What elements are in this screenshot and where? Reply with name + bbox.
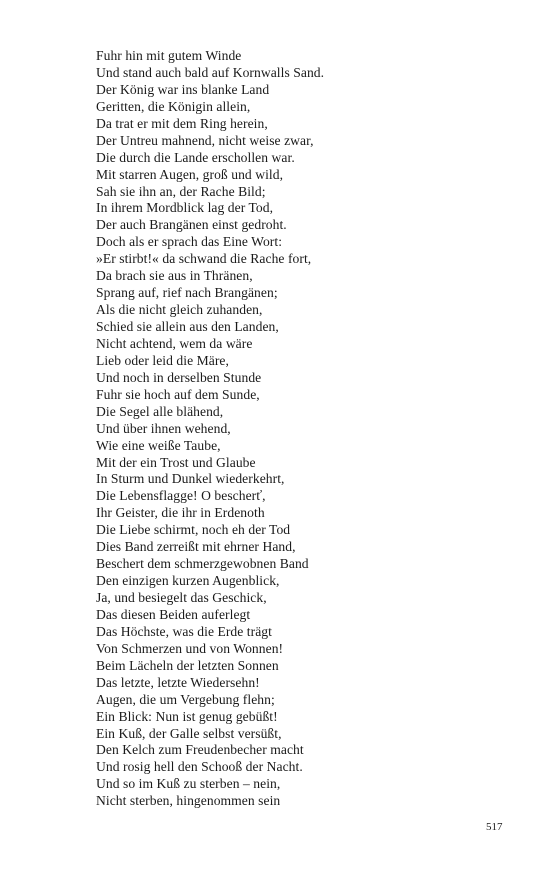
poem-line: Beim Lächeln der letzten Sonnen [96, 657, 279, 673]
poem-line: Und rosig hell den Schooß der Nacht. [96, 759, 303, 775]
poem-line: Doch als er sprach das Eine Wort: [96, 234, 283, 250]
poem-line: Die Liebe schirmt, noch eh der Tod [96, 522, 291, 538]
poem-line: Die durch die Lande erschollen war. [96, 149, 295, 165]
poem-line: Nicht sterben, hingenommen sein [96, 793, 281, 809]
poem-line: Mit starren Augen, groß und wild, [96, 166, 284, 182]
poem-line: Dies Band zerreißt mit ehrner Hand, [96, 539, 296, 555]
poem-line: Schied sie allein aus den Landen, [96, 319, 279, 334]
poem-line: Als die nicht gleich zuhanden, [96, 302, 263, 318]
poem-line: In Sturm und Dunkel wiederkehrt, [96, 471, 285, 487]
poem-line: Ja, und besiegelt das Geschick, [96, 590, 267, 605]
poem-line: »Er stirbt!« da schwand die Rache fort, [96, 251, 312, 267]
poem-line: Und stand auch bald auf Kornwalls Sand. [96, 64, 325, 80]
poem-line: Fuhr hin mit gutem Winde [96, 48, 242, 63]
poem-text [96, 48, 396, 810]
poem-line: Ein Kuß, der Galle selbst versüßt, [96, 725, 282, 741]
poem-line: In ihrem Mordblick lag der Tod, [96, 200, 274, 216]
poem-line: Mit der ein Trost und Glaube [96, 454, 256, 470]
poem-line: Den Kelch zum Freudenbecher macht [96, 742, 304, 758]
poem-line: Wie eine weiße Taube, [96, 437, 221, 453]
poem-line: Von Schmerzen und von Wonnen! [96, 640, 284, 656]
poem-line: Das letzte, letzte Wiedersehn! [96, 674, 260, 690]
poem-line: Den einzigen kurzen Augenblick, [96, 573, 280, 589]
poem-line: Und noch in derselben Stunde [96, 369, 262, 385]
poem-line: Sprang auf, rief nach Brangänen; [96, 285, 278, 301]
poem-line: Fuhr sie hoch auf dem Sunde, [96, 386, 260, 402]
poem-line: Ihr Geister, die ihr in Erdenoth [96, 505, 265, 521]
poem-line: Das diesen Beiden auferlegt [96, 606, 251, 622]
poem-line: Augen, die um Vergebung flehn; [96, 691, 275, 707]
poem-line: Und so im Kuß zu sterben – nein, [96, 776, 281, 792]
poem-line: Die Lebensflagge! O bescherť, [96, 488, 266, 504]
poem-line: Lieb oder leid die Märe, [96, 352, 229, 368]
poem-line: Da brach sie aus in Thränen, [96, 268, 253, 284]
poem-line: Nicht achtend, wem da wäre [96, 335, 253, 351]
page-number: 517 [486, 821, 503, 833]
poem-line: Ein Blick: Nun ist genug gebüßt! [96, 708, 278, 724]
poem-line: Das Höchste, was die Erde trägt [96, 623, 272, 639]
poem-line: Die Segel alle blähend, [96, 403, 224, 419]
poem-line: Der Untreu mahnend, nicht weise zwar, [96, 132, 314, 148]
poem-line: Der auch Brangänen einst gedroht. [96, 217, 287, 233]
poem-line: Beschert dem schmerzgewobnen Band [96, 556, 309, 572]
poem-line: Geritten, die Königin allein, [96, 98, 251, 114]
poem-line: Der König war ins blanke Land [96, 81, 270, 97]
poem-line: Sah sie ihn an, der Rache Bild; [96, 183, 266, 199]
poem-line: Da trat er mit dem Ring herein, [96, 115, 268, 131]
poem-line: Und über ihnen wehend, [96, 420, 231, 436]
